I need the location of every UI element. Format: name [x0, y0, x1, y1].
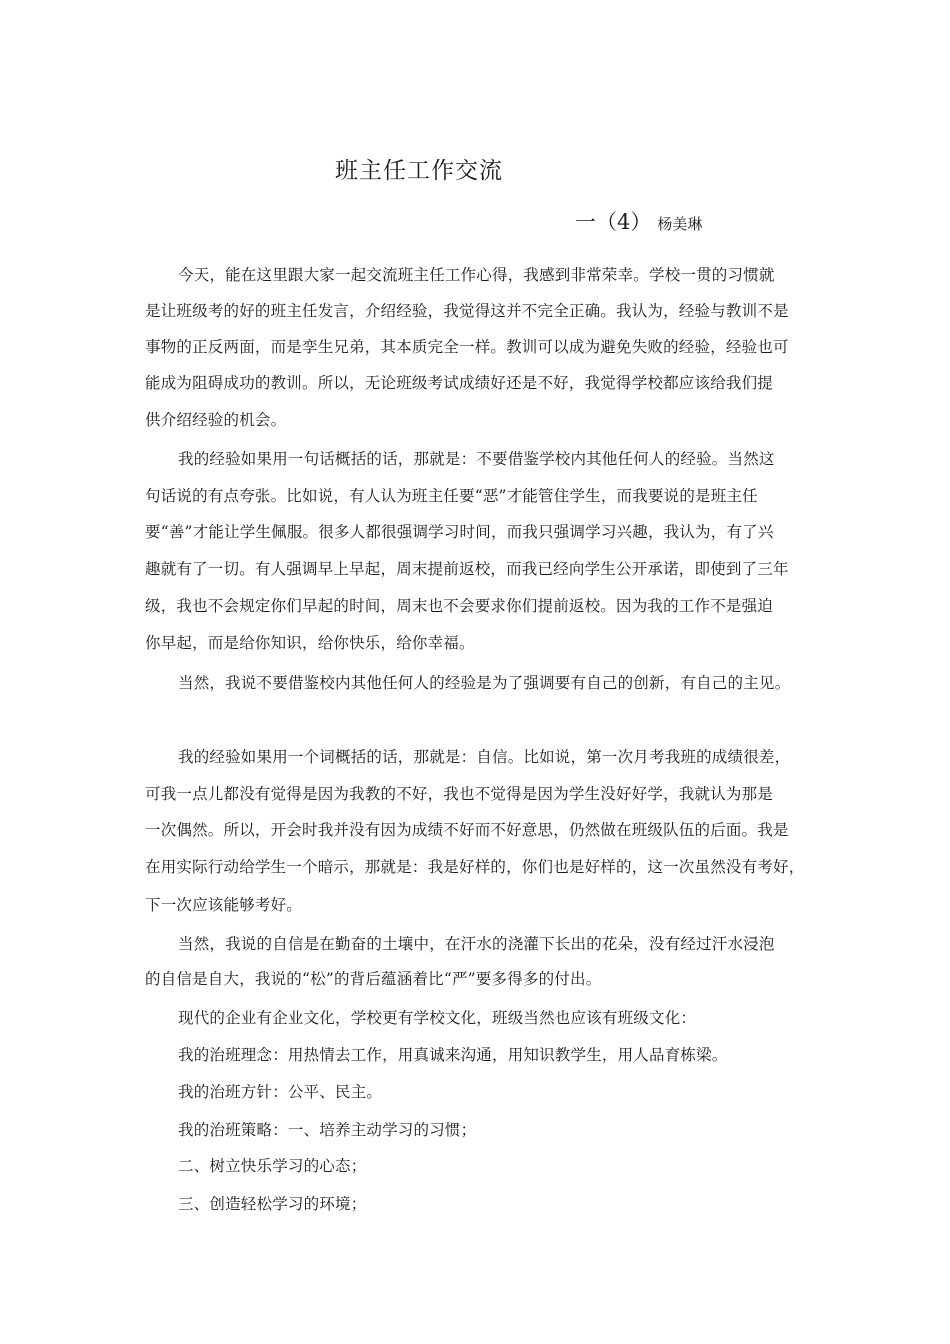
- text-line: 我的治班理念：用热情去工作，用真诚来沟通，用知识教学生，用人品育栋梁。: [178, 1046, 728, 1064]
- text-line: 可我一点儿都没有觉得是因为我教的不好，我也不觉得是因为学生没好好学，我就认为那是: [145, 785, 774, 803]
- text-line: 句话说的有点夸张。比如说，有人认为班主任要“恶”才能管住学生，而我要说的是班主任: [145, 487, 758, 505]
- text-line: 能成为阻碍成功的教训。所以，无论班级考试成绩好还是不好，我觉得学校都应该给我们提: [145, 374, 774, 392]
- text-line: 今天，能在这里跟大家一起交流班主任工作心得，我感到非常荣幸。学校一贯的习惯就: [178, 266, 775, 284]
- text-line: 级，我也不会规定你们早起的时间，周末也不会要求你们提前返校。因为我的工作不是强迫: [145, 597, 774, 615]
- text-line: 一次偶然。所以，开会时我并没有因为成绩不好而不好意思，仍然做在班级队伍的后面。我是: [145, 821, 789, 839]
- text-line: 下一次应该能够考好。: [145, 896, 303, 914]
- text-line: 我的经验如果用一个词概括的话，那就是：自信。比如说，第一次月考我班的成绩很差，: [178, 748, 791, 766]
- byline: [575, 206, 702, 236]
- text-line: 二、树立快乐学习的心态；: [178, 1157, 367, 1175]
- text-line: 当然，我说不要借鉴校内其他任何人的经验是为了强调要有自己的创新，有自己的主见。: [178, 674, 791, 692]
- text-line: 趣就有了一切。有人强调早上早起，周末提前返校，而我已经向学生公开承诺，即使到了三年: [145, 560, 789, 578]
- text-line: 事物的正反两面，而是孪生兄弟，其本质完全一样。教训可以成为避免失败的经验，经验也可: [145, 338, 789, 356]
- byline-class: 一（4）: [575, 210, 652, 234]
- text-line: 供介绍经验的机会。: [145, 411, 287, 429]
- text-line: 我的经验如果用一句话概括的话，那就是：不要借鉴学校内其他任何人的经验。当然这: [178, 450, 775, 468]
- text-line: 三、创造轻松学习的环境；: [178, 1195, 367, 1213]
- text-line: 的自信是自大，我说的“松”的背后蕴涵着比“严”要多得多的付出。: [145, 970, 602, 988]
- page-title: 班主任工作交流: [335, 158, 503, 184]
- text-line: 我的治班方针：公平、民主。: [178, 1083, 383, 1101]
- text-line: 你早起，而是给你知识，给你快乐，给你幸福。: [145, 634, 475, 652]
- text-line: 是让班级考的好的班主任发言，介绍经验，我觉得这并不完全正确。我认为，经验与教训不是: [145, 302, 789, 320]
- text-line: 当然，我说的自信是在勤奋的土壤中，在汗水的浇灌下长出的花朵，没有经过汗水浸泡: [178, 935, 775, 953]
- byline-author: 杨美琳: [657, 215, 703, 233]
- text-line: 我的治班策略：一、培养主动学习的习惯；: [178, 1121, 477, 1139]
- text-line: 要“善”才能让学生佩服。很多人都很强调学习时间，而我只强调学习兴趣，我认为，有了兴: [145, 523, 774, 541]
- text-line: 现代的企业有企业文化，学校更有学校文化，班级当然也应该有班级文化：: [178, 1009, 697, 1027]
- text-line: 在用实际行动给学生一个暗示，那就是：我是好样的，你们也是好样的，这一次虽然没有考好，: [145, 858, 805, 876]
